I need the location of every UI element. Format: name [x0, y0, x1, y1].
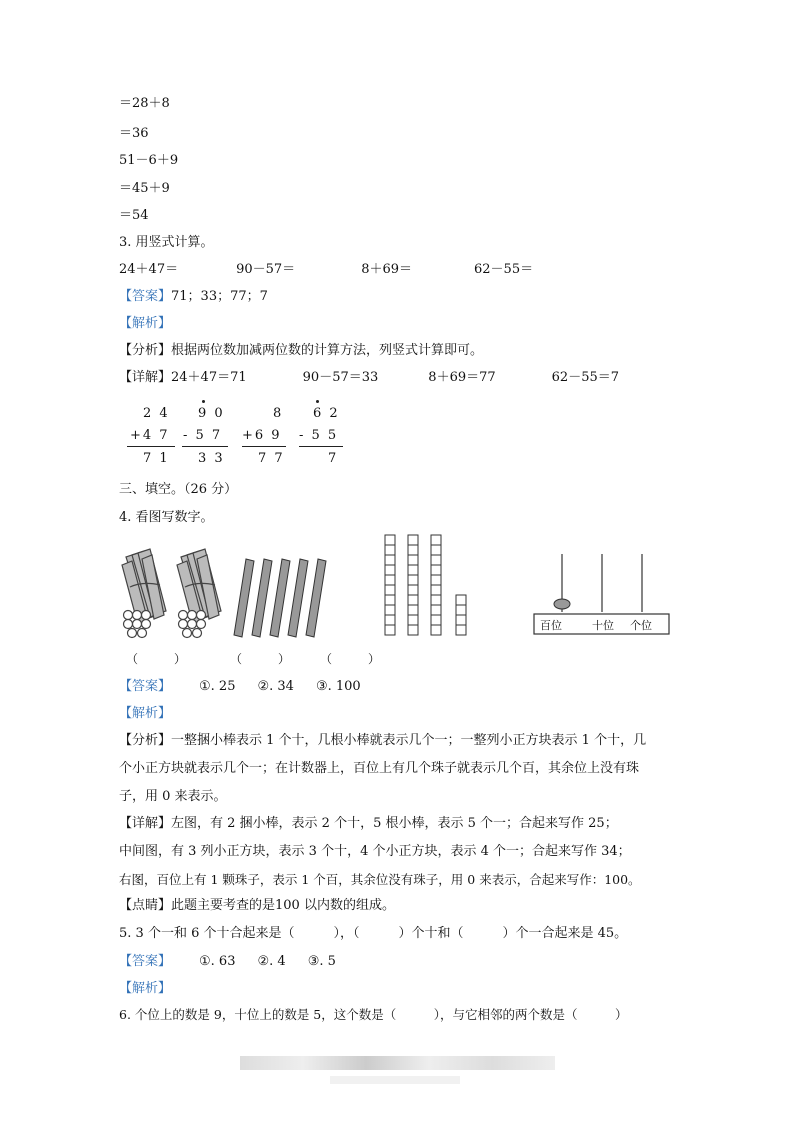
- cube-square: [385, 595, 395, 605]
- vertical-result: 7 7: [258, 451, 285, 466]
- answer-tag: 【答案】: [119, 679, 172, 694]
- cube-square: [431, 605, 441, 615]
- vertical-result: 7: [328, 451, 339, 466]
- dianjing-text: 此题主要考查的是100 以内数的组成。: [171, 898, 395, 913]
- blank-1[interactable]: （ ）: [126, 652, 187, 666]
- jiexi-tag: 【解析】: [119, 981, 172, 996]
- cube-square: [385, 565, 395, 575]
- question-6-title: 6. 个位上的数是 9，十位上的数是 5，这个数是（ ），与它相邻的两个数是（ ）: [119, 1007, 628, 1022]
- calc-line: ＝28＋8: [119, 96, 170, 111]
- question-3-problems: [119, 261, 533, 279]
- vertical-mid: - 5 5: [299, 428, 339, 443]
- fenxi-tag: 【分析】: [119, 343, 172, 358]
- cube-square: [431, 625, 441, 635]
- cube-square: [385, 575, 395, 585]
- calc-line: ＝36: [119, 126, 149, 141]
- abacus-label-tens: 十位: [592, 619, 614, 632]
- question-5-title: 5. 3 个一和 6 个十合起来是（ ），（ ）个十和（ ）个一合起来是 45。: [119, 926, 628, 941]
- problem-2: 90－57＝: [236, 262, 296, 277]
- cube-square: [456, 605, 466, 615]
- footer-watermark: [240, 1056, 555, 1070]
- answer-line: [119, 678, 361, 696]
- xiangjie-3: 8＋69＝77: [428, 370, 496, 385]
- xiangjie-4: 62－55＝7: [551, 370, 620, 385]
- cube-square: [385, 585, 395, 595]
- answer-line: [119, 953, 336, 971]
- answer-tag: 【答案】: [119, 954, 172, 969]
- vertical-calc-1: [125, 400, 185, 470]
- problem-1: 24＋47＝: [119, 262, 179, 277]
- xiangjie-text: 左图，有 2 捆小棒，表示 2 个十，5 根小棒，表示 5 个一；合起来写作 25；: [171, 816, 618, 831]
- vertical-mid: +6 9: [242, 428, 282, 443]
- problem-4: 62－55＝: [474, 262, 534, 277]
- vertical-mid: - 5 7: [183, 428, 223, 443]
- abacus-label-ones: 个位: [630, 619, 652, 632]
- dianjing-line: [119, 897, 395, 915]
- cube-square: [431, 535, 441, 545]
- cube-square: [385, 605, 395, 615]
- cube-square: [408, 595, 418, 605]
- vertical-calc-3: [240, 400, 300, 470]
- cube-square: [456, 615, 466, 625]
- vertical-top: 2 4: [143, 406, 170, 421]
- cube-square: [408, 555, 418, 565]
- answer-3: ③. 5: [307, 954, 336, 969]
- vertical-mid: +4 7: [130, 428, 170, 443]
- cube-square: [408, 615, 418, 625]
- cube-square: [408, 625, 418, 635]
- calc-line: ＝45＋9: [119, 181, 170, 196]
- vertical-top: 6 2: [313, 406, 340, 421]
- footer-watermark-2: [330, 1076, 460, 1084]
- vertical-calc-4: [297, 400, 357, 470]
- cube-square: [456, 595, 466, 605]
- xiangjie-tag: 【详解】: [119, 816, 172, 831]
- vertical-rule: [182, 446, 228, 447]
- cube-square: [408, 575, 418, 585]
- vertical-rule: [299, 446, 343, 447]
- vertical-result: 7 1: [143, 451, 170, 466]
- cube-square: [385, 625, 395, 635]
- vertical-rule: [127, 446, 175, 447]
- cube-square: [385, 545, 395, 555]
- answer-3: ③. 100: [315, 679, 361, 694]
- question-4-title: 4. 看图写数字。: [119, 510, 214, 525]
- answer-text: 71；33；77；7: [171, 289, 268, 304]
- fenxi-text: 根据两位数加减两位数的计算方法，列竖式计算即可。: [171, 343, 484, 358]
- blank-2[interactable]: （ ）: [230, 652, 291, 666]
- xiangjie-line-3: 右图，百位上有 1 颗珠子，表示 1 个百，其余位没有珠子，用 0 来表示，合起来写作：100。: [119, 872, 641, 887]
- answer-2: ②. 34: [257, 679, 294, 694]
- problem-3: 8＋69＝: [361, 262, 413, 277]
- cube-square: [431, 615, 441, 625]
- cube-grid-icon: [383, 532, 473, 637]
- fenxi-text: 一整捆小棒表示 1 个十，几根小棒就表示几个一；一整列小正方块表示 1 个十，几: [171, 733, 647, 748]
- loose-sticks-icon: [232, 555, 332, 640]
- fenxi-line-2: 个小正方块就表示几个一；在计数器上，百位上有几个珠子就表示几个百，其余位上没有珠: [119, 761, 640, 776]
- question-3-title: 3. 用竖式计算。: [119, 235, 214, 250]
- cube-square: [408, 605, 418, 615]
- cube-square: [431, 585, 441, 595]
- cube-square: [385, 615, 395, 625]
- xiangjie-1: 24＋47＝71: [171, 370, 247, 385]
- abacus-label-hundreds: 百位: [540, 619, 562, 632]
- cube-square: [431, 575, 441, 585]
- vertical-top: 9 0: [198, 406, 225, 421]
- answer-tag: 【答案】: [119, 289, 172, 304]
- xiangjie-tag: 【详解】: [119, 370, 172, 385]
- cube-square: [385, 555, 395, 565]
- cube-square: [456, 625, 466, 635]
- section-title: 三、填空。（26 分）: [119, 482, 238, 497]
- answer-2: ②. 4: [257, 954, 286, 969]
- stick-bundles-icon: [118, 545, 228, 640]
- cube-square: [408, 535, 418, 545]
- cube-square: [408, 545, 418, 555]
- xiangjie-line: [119, 369, 619, 387]
- fenxi-line-3: 子，用 0 来表示。: [119, 789, 227, 804]
- fenxi-line: [119, 342, 483, 360]
- answer-1: ①. 25: [199, 679, 236, 694]
- cube-square: [431, 545, 441, 555]
- cube-square: [408, 585, 418, 595]
- jiexi-tag: 【解析】: [119, 706, 172, 721]
- answer-line: [119, 288, 268, 306]
- cube-square: [431, 555, 441, 565]
- borrow-dot: [316, 400, 319, 403]
- cube-square: [431, 565, 441, 575]
- fenxi-line: [119, 732, 646, 750]
- calc-line: ＝54: [119, 208, 149, 223]
- vertical-rule: [242, 446, 286, 447]
- answer-1: ①. 63: [199, 954, 236, 969]
- borrow-dot: [202, 400, 205, 403]
- dianjing-tag: 【点睛】: [119, 898, 172, 913]
- vertical-result: 3 3: [198, 451, 225, 466]
- xiangjie-line: [119, 815, 618, 833]
- vertical-top: 8: [273, 406, 284, 421]
- cube-square: [385, 535, 395, 545]
- xiangjie-2: 90－57＝33: [302, 370, 379, 385]
- vertical-calc-2: [180, 400, 240, 470]
- cube-square: [431, 595, 441, 605]
- jiexi-tag: 【解析】: [119, 316, 172, 331]
- blank-3[interactable]: （ ）: [320, 652, 381, 666]
- xiangjie-line-2: 中间图，有 3 列小正方块，表示 3 个十，4 个小正方块，表示 4 个一；合起来写作 34；: [119, 844, 631, 859]
- calc-line: 51－6＋9: [119, 153, 179, 168]
- fenxi-tag: 【分析】: [119, 733, 172, 748]
- cube-columns-icon: [383, 532, 473, 637]
- cube-square: [408, 565, 418, 575]
